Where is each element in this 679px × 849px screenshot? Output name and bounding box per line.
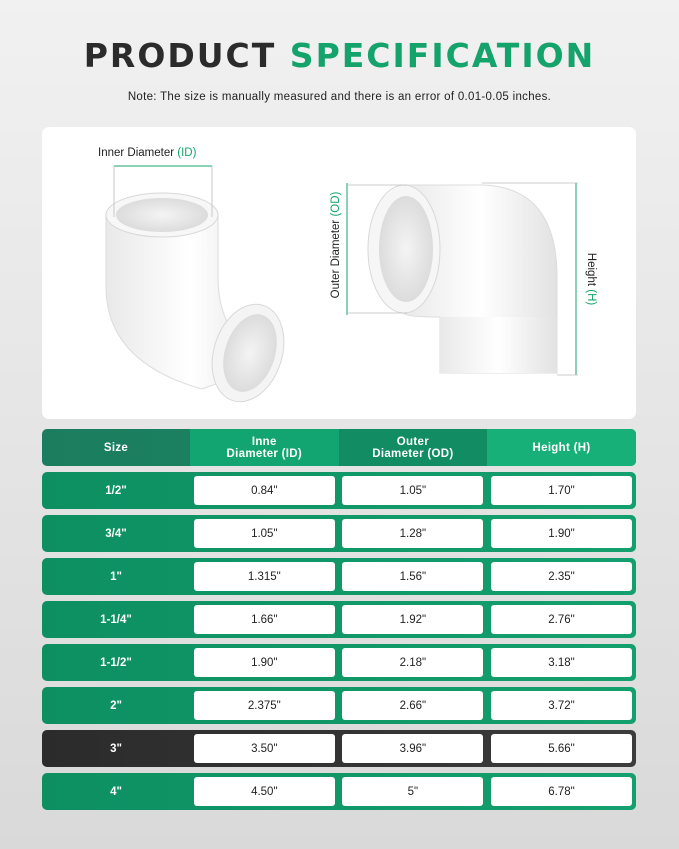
specification-table [42, 429, 636, 816]
table-row [42, 687, 636, 724]
table-row [42, 730, 636, 767]
height-cell: 6.78" [491, 777, 632, 806]
size-cell: 1/2" [105, 484, 127, 497]
table-row [42, 601, 636, 638]
table-row [42, 515, 636, 552]
table-row [42, 644, 636, 681]
inner-diameter-label: Inner Diameter (ID) [98, 147, 197, 159]
table-row [42, 472, 636, 509]
inner-diameter-cell: 4.50" [194, 777, 335, 806]
header-height: Height (H) [487, 429, 636, 466]
title-part-product: PRODUCT [83, 36, 277, 75]
table-row [42, 773, 636, 810]
height-cell: 5.66" [491, 734, 632, 763]
inner-diameter-cell: 1.315" [194, 562, 335, 591]
height-cell: 2.76" [491, 605, 632, 634]
outer-diameter-cell: 5" [342, 777, 483, 806]
height-label: Height (H) [585, 252, 597, 306]
table-row [42, 558, 636, 595]
header-inner-diameter: Inne Diameter (ID) [190, 429, 339, 466]
inner-diameter-cell: 1.05" [194, 519, 335, 548]
size-cell: 4" [110, 785, 122, 798]
outer-diameter-cell: 1.28" [342, 519, 483, 548]
outer-diameter-label: Outer Diameter (OD) [330, 191, 342, 299]
outer-diameter-cell: 1.05" [342, 476, 483, 505]
title-part-specification: SPECIFICATION [289, 36, 596, 75]
height-cell: 3.72" [491, 691, 632, 720]
height-cell: 1.90" [491, 519, 632, 548]
inner-diameter-cell: 1.90" [194, 648, 335, 677]
inner-diameter-cell: 1.66" [194, 605, 335, 634]
outer-diameter-cell: 1.56" [342, 562, 483, 591]
size-cell: 1-1/4" [100, 613, 132, 626]
size-cell: 1-1/2" [100, 656, 132, 669]
left-elbow-fitting [106, 193, 296, 411]
inner-diameter-cell: 2.375" [194, 691, 335, 720]
size-cell: 3/4" [105, 527, 127, 540]
outer-diameter-cell: 2.18" [342, 648, 483, 677]
height-cell: 2.35" [491, 562, 632, 591]
table-header-row [42, 429, 636, 466]
outer-diameter-cell: 1.92" [342, 605, 483, 634]
size-cell: 1" [110, 570, 122, 583]
outer-diameter-cell: 2.66" [342, 691, 483, 720]
size-cell: 3" [110, 742, 122, 755]
page-title [0, 36, 679, 75]
header-outer-diameter: Outer Diameter (OD) [339, 429, 488, 466]
height-cell: 3.18" [491, 648, 632, 677]
size-cell: 2" [110, 699, 122, 712]
measurement-note: Note: The size is manually measured and there is an error of 0.01-0.05 inches. [127, 91, 552, 103]
inner-diameter-cell: 3.50" [194, 734, 335, 763]
height-cell: 1.70" [491, 476, 632, 505]
outer-diameter-cell: 3.96" [342, 734, 483, 763]
inner-diameter-cell: 0.84" [194, 476, 335, 505]
header-size: Size [103, 441, 129, 454]
fitting-diagram-panel [42, 127, 636, 419]
right-elbow-fitting [368, 185, 557, 373]
